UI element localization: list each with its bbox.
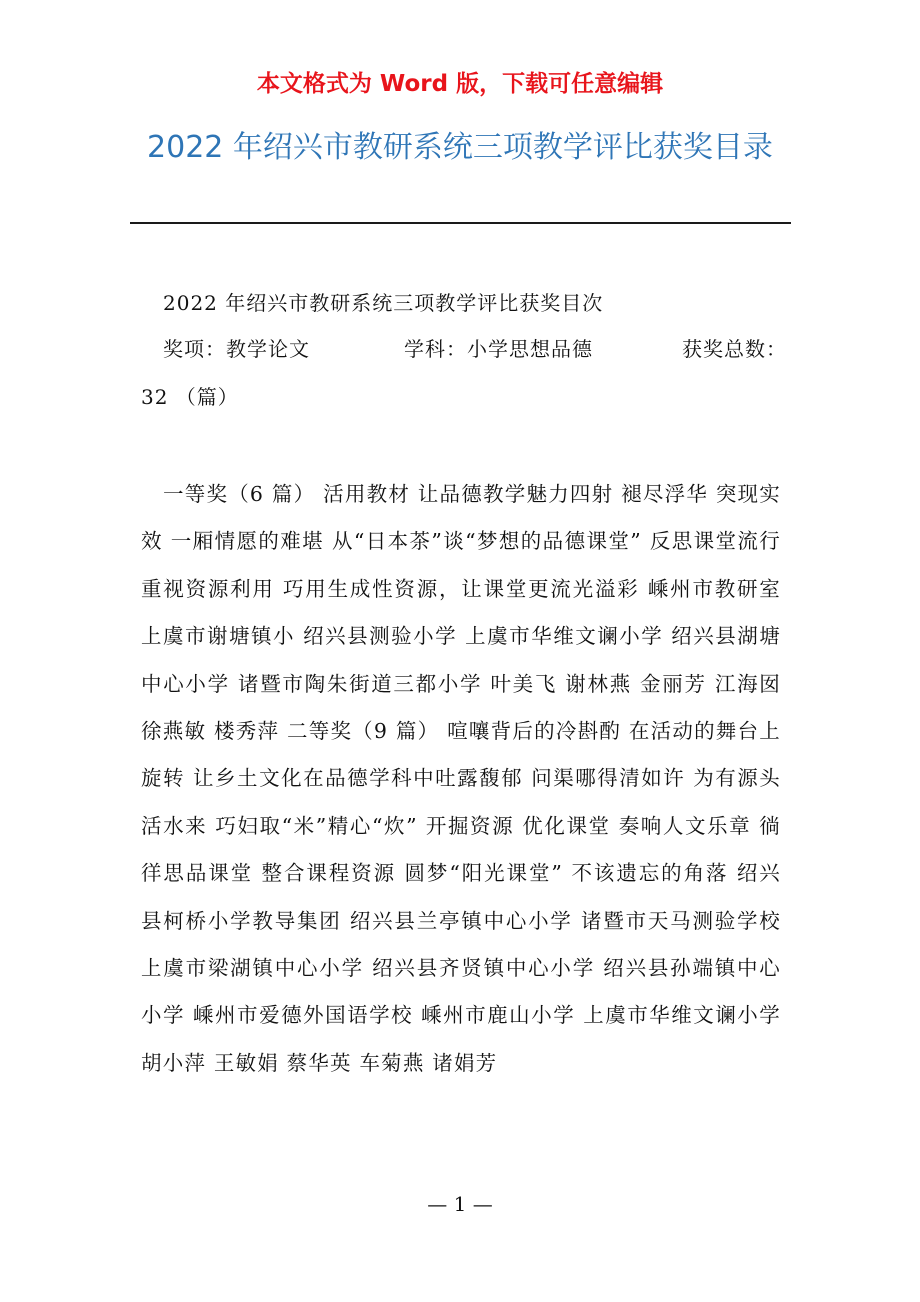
total-label: 获奖总数： [682, 337, 787, 361]
format-banner: 本文格式为 Word 版，下载可任意编辑 [256, 71, 664, 97]
document-title: 2022 年绍兴市教研系统三项教学评比获奖目录 [147, 130, 773, 165]
title-divider [130, 222, 791, 224]
subject-label: 学科：小学思想品德 [404, 337, 593, 361]
award-label: 奖项：教学论文 [163, 337, 310, 361]
page-number: — 1 — [427, 1192, 493, 1216]
award-list-body: 一等奖（6 篇） 活用教材 让品德教学魅力四射 褪尽浮华 突现实效 一厢情愿的难堪 从“日本茶”谈“梦想的品德课堂” 反思课堂流行 重视资源利用 巧用生成性资源，让课堂更流光溢彩 嵊州市教研室 上虞市谢塘镇小 绍兴县测验小学 上虞市华维文谰小学 绍兴县湖塘中心小学 诸暨市陶朱街道三都小学 叶美飞 谢林燕 金丽芳 江海囡 徐燕敏 楼秀萍 二等奖（9 篇） 喧嚷背后的冷斟酌 在活动的舞台上旋转 让乡土文化在品德学科中吐露馥郁 问渠哪得清如许 为有源头活水来 巧妇取“米”精心“炊” 开掘资源 优化课堂 奏响人文乐章 徜徉思品课堂 整合课程资源 圆梦“阳光课堂” 不该遗忘的角落 绍兴县柯桥小学教导集团 绍兴县兰亭镇中心小学 诸暨市天马测验学校 上虞市梁湖镇中心小学 绍兴县齐贤镇中心小学 绍兴县孙端镇中心小学 嵊州市爱德外国语学校 嵊州市鹿山小学 上虞市华维文谰小学 胡小萍 王敏娟 蔡华英 车菊燕 诸娟芳 [141, 482, 781, 1075]
subtitle-line: 2022 年绍兴市教研系统三项教学评比获奖目次 [163, 291, 604, 315]
total-value: 32 （篇） [141, 385, 239, 409]
